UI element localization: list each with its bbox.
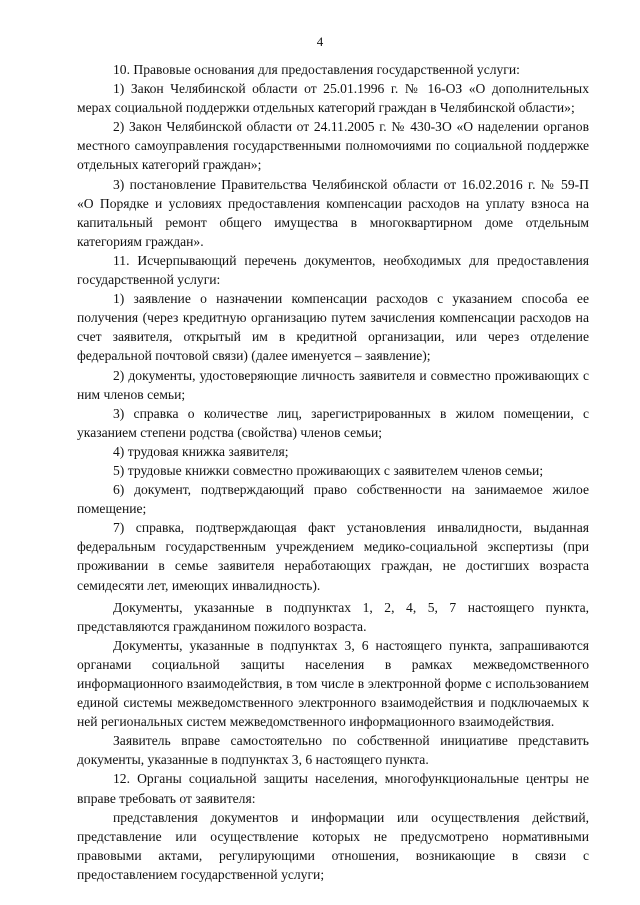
document-body [77, 60, 589, 884]
paragraph: Документы, указанные в подпунктах 3, 6 настоящего пункта, запрашиваются органами социальной защиты населения в рамках межведомственного информационного взаимодействия, в том числе в электронной форме с использованием единой системы межведомственного электронного взаимодействия и подключаемых к ней региональных систем межведомственного информационного взаимодействия. [77, 637, 589, 730]
paragraph: представления документов и информации или осуществления действий, представление или осуществление которых не предусмотрено нормативными правовыми актами, регулирующими отношения, возникающие в связи с предоставлением государственной услуги; [77, 809, 589, 882]
paragraph: Заявитель вправе самостоятельно по собственной инициативе представить документы, указанные в подпунктах 3, 6 настоящего пункта. [77, 733, 589, 768]
section-11-heading: 11. Исчерпывающий перечень документов, необходимых для предоставления государственной услуги: [77, 252, 589, 288]
paragraph: 3) постановление Правительства Челябинской области от 16.02.2016 г. № 59-П «О Порядке и условиях предоставления компенсации расходов на уплату взноса на капитальный ремонт общего имущества в многоквартирном доме отдельным категориям граждан». [77, 176, 589, 249]
paragraph: 1) Закон Челябинской области от 25.01.1996 г. № 16-ОЗ «О дополнительных мерах социальной поддержки отдельных категорий граждан в Челябинской области»; [77, 81, 589, 116]
section-10-heading: 10. Правовые основания для предоставления государственной услуги: [113, 62, 520, 77]
paragraph: 5) трудовые книжки совместно проживающих с заявителем членов семьи; [113, 462, 544, 478]
paragraph: 4) трудовая книжка заявителя; [113, 443, 289, 459]
paragraph: Документы, указанные в подпунктах 1, 2, 4, 5, 7 настоящего пункта, представляются гражданином пожилого возраста. [77, 599, 589, 634]
paragraph: 6) документ, подтверждающий право собственности на занимаемое жилое помещение; [77, 482, 589, 517]
paragraph: 2) Закон Челябинской области от 24.11.2005 г. № 430-ЗО «О наделении органов местного самоуправления государственными полномочиями по социальной поддержке отдельных категорий граждан»; [77, 119, 589, 173]
paragraph: 1) заявление о назначении компенсации расходов с указанием способа ее получения (через кредитную организацию путем зачисления компенсации расходов на счет заявителя, открытый им в кредитной организации, или через отделение федеральной почтовой связи) (далее именуется – заявление); [77, 291, 589, 364]
page-number: 4 [316, 34, 324, 49]
paragraph: 7) справка, подтверждающая факт установления инвалидности, выданная федеральным государственным учреждением медико-социальной экспертизы (при проживании в семье заявителя неработающих граждан, не достигших возраста семидесяти лет, имеющих инвалидность). [77, 520, 589, 593]
paragraph: 3) справка о количестве лиц, зарегистрированных в жилом помещении, с указанием степени родства (свойства) членов семьи; [77, 405, 589, 440]
paragraph: 2) документы, удостоверяющие личность заявителя и совместно проживающих с ним членов семьи; [77, 367, 589, 402]
section-12-heading: 12. Органы социальной защиты населения, многофункциональные центры не вправе требовать от заявителя: [77, 771, 589, 806]
